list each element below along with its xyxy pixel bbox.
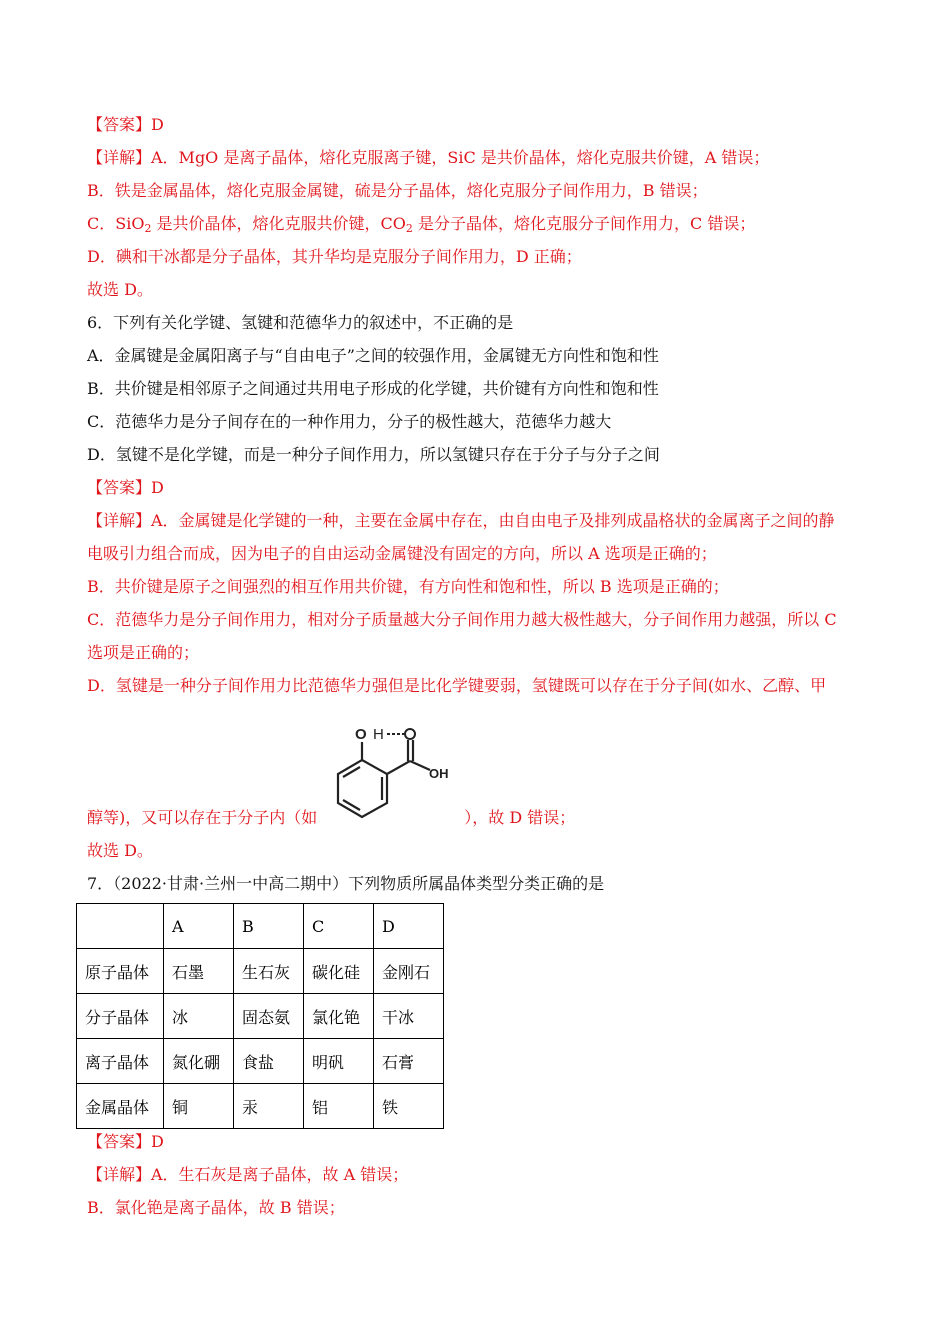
- detail-q6-d-line2-post: ），故 D 错误；: [464, 808, 576, 827]
- table-cell: 冰: [164, 994, 234, 1039]
- table-cell: 碳化硅: [304, 949, 374, 994]
- table-cell: 金属晶体: [77, 1084, 164, 1129]
- table-header-c: C: [304, 904, 374, 949]
- table-cell: 铜: [164, 1084, 234, 1129]
- table-cell: 汞: [234, 1084, 304, 1129]
- question-7-stem: 7．（2022·甘肃·兰州一中高二期中）下列物质所属晶体类型分类正确的是: [87, 874, 605, 893]
- detail-q5-c-pre: C．SiO: [87, 214, 145, 233]
- table-cell: 原子晶体: [77, 949, 164, 994]
- detail-q5-a: 【详解】A．MgO 是离子晶体，熔化克服离子键，SiC 是共价晶体，熔化克服共价键，A 错误；: [87, 148, 770, 167]
- table-cell: 石膏: [374, 1039, 444, 1084]
- table-cell: 固态氨: [234, 994, 304, 1039]
- table-cell: 离子晶体: [77, 1039, 164, 1084]
- conclusion-q5: 故选 D。: [87, 280, 153, 299]
- table-header-a: A: [164, 904, 234, 949]
- salicylic-acid-structure: [330, 720, 465, 820]
- detail-q6-c-line1: C．范德华力是分子间作用力，相对分子质量越大分子间作用力越大极性越大，分子间作用力越强，所以 C: [87, 610, 837, 629]
- detail-q7-b: B．氯化铯是离子晶体，故 B 错误；: [87, 1198, 345, 1217]
- answer-q5: 【答案】D: [87, 115, 164, 134]
- detail-q6-d-line1: D．氢键是一种分子间作用力比范德华力强但是比化学键要弱，氢键既可以存在于分子间(如水、乙醇、甲: [87, 676, 827, 695]
- detail-q6-c-line2: 选项是正确的；: [87, 643, 200, 662]
- detail-q5-c-mid: 是共价晶体，熔化克服共价键，CO: [151, 214, 406, 233]
- detail-q6-b: B．共价键是原子之间强烈的相互作用共价键，有方向性和饱和性，所以 B 选项是正确的；: [87, 577, 729, 596]
- answer-q7: 【答案】D: [87, 1132, 164, 1151]
- detail-q6-a-line1: 【详解】A．金属键是化学键的一种，主要在金属中存在，由自由电子及排列成晶格状的金属离子之间的静: [87, 511, 835, 530]
- table-cell: 石墨: [164, 949, 234, 994]
- table-cell: 氮化硼: [164, 1039, 234, 1084]
- table-cell: 金刚石: [374, 949, 444, 994]
- detail-q5-b: B．铁是金属晶体，熔化克服金属键，硫是分子晶体，熔化克服分子间作用力，B 错误；: [87, 181, 708, 200]
- carbonyl-oxygen: [405, 729, 415, 739]
- question-6-stem: 6．下列有关化学键、氢键和范德华力的叙述中，不正确的是: [87, 313, 514, 332]
- detail-q6-d-line2: [87, 808, 575, 828]
- question-6-option-c: C．范德华力是分子间存在的一种作用力，分子的极性越大，范德华力越大: [87, 412, 612, 431]
- detail-q6-a-line2: 电吸引力组合而成，因为电子的自由运动金属键没有固定的方向，所以 A 选项是正确的；: [87, 544, 717, 563]
- detail-q5-c-sub2: 2: [405, 222, 413, 235]
- molecule-label-oh: OH: [429, 766, 449, 781]
- table-cell: [77, 904, 164, 949]
- table-row: [77, 1039, 444, 1084]
- table-cell: 分子晶体: [77, 994, 164, 1039]
- molecule-label-h: H: [373, 726, 384, 743]
- table-cell: 铁: [374, 1084, 444, 1129]
- table-cell: 生石灰: [234, 949, 304, 994]
- table-row: [77, 994, 444, 1039]
- table-cell: 明矾: [304, 1039, 374, 1084]
- detail-q5-d: D．碘和干冰都是分子晶体，其升华均是克服分子间作用力，D 正确；: [87, 247, 582, 266]
- table-row: [77, 1084, 444, 1129]
- detail-q5-c-post: 是分子晶体，熔化克服分子间作用力，C 错误；: [412, 214, 756, 233]
- table-cell: 铝: [304, 1084, 374, 1129]
- table-cell: 干冰: [374, 994, 444, 1039]
- crystal-type-table: [76, 903, 444, 1129]
- question-6-option-d: D．氢键不是化学键，而是一种分子间作用力，所以氢键只存在于分子与分子之间: [87, 445, 660, 464]
- molecule-label-o: O: [355, 726, 367, 743]
- table-header-b: B: [234, 904, 304, 949]
- answer-q6: 【答案】D: [87, 478, 164, 497]
- table-row: [77, 949, 444, 994]
- detail-q5-c-sub1: 2: [144, 222, 152, 235]
- detail-q7-a: 【详解】A．生石灰是离子晶体，故 A 错误；: [87, 1165, 409, 1184]
- table-header-d: D: [374, 904, 444, 949]
- table-cell: 食盐: [234, 1039, 304, 1084]
- detail-q5-c: [87, 214, 755, 234]
- question-6-option-a: A．金属键是金属阳离子与“自由电子”之间的较强作用，金属键无方向性和饱和性: [87, 346, 659, 365]
- conclusion-q6: 故选 D。: [87, 841, 153, 860]
- question-6-option-b: B．共价键是相邻原子之间通过共用电子形成的化学键，共价键有方向性和饱和性: [87, 379, 659, 398]
- detail-q6-d-line2-pre: 醇等)，又可以存在于分子内（如: [87, 808, 318, 827]
- table-header-row: [77, 904, 444, 949]
- table-cell: 氯化铯: [304, 994, 374, 1039]
